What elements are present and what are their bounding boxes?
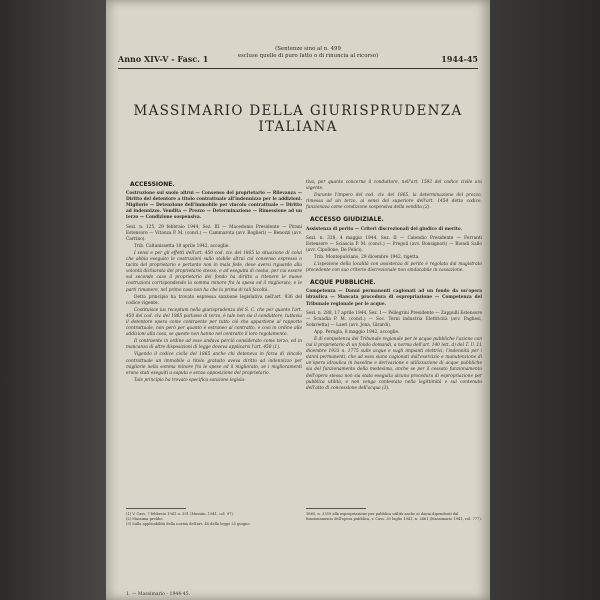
paragraph: Costituisce ius receptum nella giurisprudenza del S. C. che per quanto l'art. 450 del cod. civ. del 1865 parlasse di terzo, è tale non sia il conduttore, tuttavia il detentore opera come contraente per tutto ciò che appartiene al rapporto contrattuale, non però per quanto è estraneo al contratto, e così in ordine alle addizioni alla cosa, se queste non hanno nel contratto il loro regolamento.: [126, 307, 302, 338]
footnotes-left: [126, 512, 302, 527]
footnote-rule: [126, 508, 186, 509]
section-descriptor: Assistenza di perito — Criteri discrezionali del giudice di merito.: [306, 226, 463, 232]
paragraph: Detto principio ha trovato espressa sanzione legislativa nell'art. 936 del codice vigente.: [126, 294, 302, 306]
paragraph: È di competenza del Tribunale regionale per le acque pubbliche l'azione con cui il proprietario di un fondo domandi, a norma dell'art. 140 lett. d) del T. U. 11 dicembre 1933 n. 1775 sulle acque e sugli impianti elettrici, l'indennità per i danni permanenti, che ad esso siano cagionati dall'esercizio e manutenzione di un'opera idraulica in baseline e derivazione e utilizzazione di acque pubbliche sia del funzionamento della medesima, anche se per il cessato funzionamento dell'opera stessa non sia stata eseguita alcuna procedura di espropriazione per pubblica utilità, e non venga contestata nella legittimità e sul contenuto dell'atto di concessione dell'acqua (3).: [306, 336, 482, 391]
footnote: (1) V. Cass. 7 febbraio 1941 n. 391 (Massim. 1941, col. 97).: [126, 512, 234, 516]
footnotes-right: [306, 512, 482, 522]
section-heading: ACCESSIONE.: [130, 181, 175, 188]
page-title: MASSIMARIO DELLA GIURISPRUDENZA ITALIANA: [133, 103, 463, 135]
issue-label: Anno XIV-V - Fasc. 1: [118, 54, 209, 64]
case-citation: Sezi. n. 125, 29 febbraio 1944, Sez. III — Macedonio Presidente — Pirani Estensore — Vitanza P. M. (concl.) — Cammarota (avv. Boglieri) — Benozzi (avv. Carrino).: [126, 224, 302, 242]
footnote: 1865, n. 2359 alla espropriazione per pubblica utilità anche ai danni dipendenti dal funzionamento dell'opera pubblica, v. Cass. 30 luglio 1941, n. 2461 (Massimario 1941, col. 777).: [306, 512, 482, 521]
paragraph: Il contraente in ordine ad esse andava perciò considerato come terzo, ed in mancanza di altre disposizioni di legge doveva applicarsi l'art. 450 (1).: [126, 339, 302, 351]
signature-line: 1. — Massimario - 1944-45.: [126, 592, 191, 597]
footnote: (3) Sulla applicabilità della norma dell'art. 48 della legge 25 giugno: [126, 522, 250, 526]
section-descriptor: Costruzione sul suolo altrui — Consenso del proprietario — Rilevanza — Diritto del detentore a titolo contrattuale all'indennizzo per le addizioni. Migliorie — Detenzione dell'immobile per vincolo contrattuale — Diritto ad indennizzo. Vendita — Prezzo — Determinazione — Rimessione ad un terzo — Condizione sospensiva.: [126, 191, 302, 221]
section-heading: ACQUE PUBBLICHE.: [310, 279, 376, 287]
paragraph: Durante l'impero del cod. civ. del 1865, la determinazione del prezzo, rimessa ad un terzo, ai sensi del superiore dell'art. 1454 detto codice, funzionava come condizione sospensiva della vendita (2).: [306, 193, 482, 211]
court-ref: App. Perugia, 8 maggio 1942, accoglie.: [314, 329, 400, 335]
case-citation: Sezi. n. 328, 4 maggio 1944, Sez. II — Calendio Presidente — Ferranti Estensore — Sciascia P. M. (concl.) — Pregoli (avv. Bonsignori) — Biondi Sallo (avv. Cipollone, De Felici).: [306, 235, 482, 253]
footnote-rule: [306, 508, 366, 509]
case-citation: Sezi. n. 288, 17 aprile 1944, Sez. I — Pellegrini Presidente — Zappulli Estensore — Scuadia P. M. (concl.) — Soc. Terni industria Elettricità (avv. Pagliesi, Solarietta) — Laeri (avv. Jona, Girardi).: [306, 310, 482, 328]
section-heading: ACCESSO GIUDIZIALE.: [310, 216, 384, 224]
right-column: [306, 180, 482, 393]
paragraph: I sensi e per gli effetti dell'art. 450 cod. civ. del 1865 la situazione di colui che abbia eseguito le costruzioni sullo stabile altrui col consenso espresso o tacito del proprietario e pertanto non in mala fede, deve aversi riguardo alla volontà dichiarata del proprietario stesso, e ad eseguita di costui, per cui essere sul secondo caso il proprietario del fondo ha diritto a ritenere le nuove costruzioni corrispondendo la somma minore fra la spesa ed il migliorato, e le parti rimanere, nel primo caso non ha che la prima di tali facoltà.: [126, 250, 302, 293]
header-note: (Sentenze sino al n. 499 escluse quelle di puro fatto o di rinuncia al ricorso): [237, 46, 379, 59]
paragraph: tiva, per quanto concerne il conduttore, nell'art. 1592 del codice civile ora vigente.: [306, 180, 482, 192]
section-descriptor: Competenza — Danni permanenti cagionati ad un fondo da un'opera idraulica — Mancata procedura di espropriazione — Competenza del Tribunale regionale per le acque.: [306, 289, 482, 307]
book-gutter-left: [0, 0, 106, 600]
left-column: [126, 180, 302, 385]
footnote: (2) Massima prelibe.: [126, 517, 164, 521]
book-edge-right: [490, 0, 600, 600]
paragraph: Tale principio ha trovato specifica sanzione legisla-: [134, 377, 246, 383]
paragraph: Vigendo il codice civile del 1865 anche chi deteneva in forza di vincolo contrattuale un immobile a titolo gratuito aveva diritto ad indennizzo per migliorie nella somma minore fra le spese ed il migliorato, se i miglioramenti erano stati eseguiti a saputa e senza opposizione del proprietario.: [126, 352, 302, 376]
court-ref: Trib. Caltanissetta 18 aprile 1942, accoglie.: [134, 243, 230, 249]
paragraph: L'ispezione della località con assistenza di perito è regolata dal magistrato procedente con suo criterio discrezionale non sindacabile in cassazione.: [306, 262, 482, 274]
year-label: 1944-45: [441, 54, 478, 64]
court-ref: Trib. Montepulciano, 29 dicembre 1942, rigetta.: [314, 254, 420, 260]
